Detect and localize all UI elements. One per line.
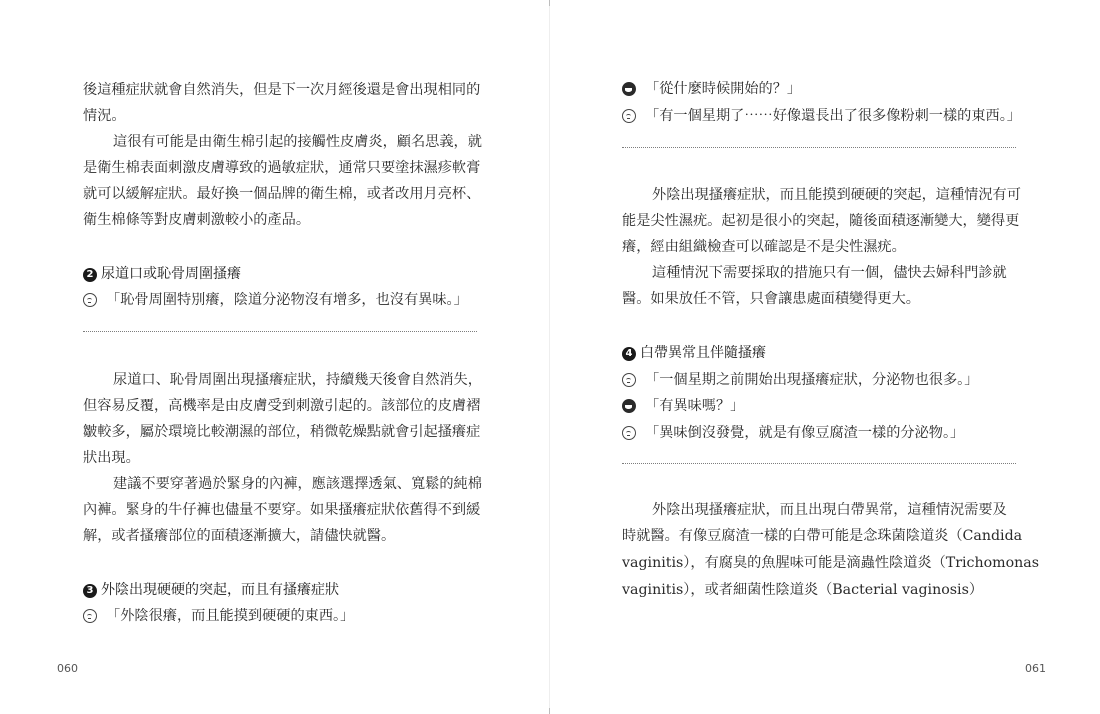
body-line: vaginitis），有腐臭的魚腥味可能是滴蟲性陰道炎（Trichomonas xyxy=(622,555,1040,571)
dialogue-text: 「從什麼時候開始的？」 xyxy=(645,81,802,97)
body-line: 這種情況下需要採取的措施只有一個，儘快去婦科門診就 xyxy=(652,265,1007,281)
body-line: 醫。如果放任不管，只會讓患處面積變得更大。 xyxy=(622,291,920,307)
section-heading-text: 外陰出現硬硬的突起，而且有搔癢症狀 xyxy=(101,582,339,598)
page-number: 060 xyxy=(57,662,78,675)
doctor-face-icon xyxy=(622,82,636,96)
doctor-face-icon xyxy=(622,399,636,413)
crop-mark-top xyxy=(549,0,550,6)
body-line: 內褲。緊身的牛仔褲也儘量不要穿。如果搔癢症狀依舊得不到緩 xyxy=(83,502,481,518)
dialogue-text: 「外陰很癢，而且能摸到硬硬的東西。」 xyxy=(106,608,355,624)
section-heading-3 xyxy=(83,580,339,600)
dotted-divider xyxy=(83,331,477,332)
body-line: 皺較多，屬於環境比較潮濕的部位，稍微乾燥點就會引起搔癢症 xyxy=(83,424,481,440)
patient-face-icon xyxy=(622,109,636,123)
body-line: 後這種症狀就會自然消失，但是下一次月經後還是會出現相同的 xyxy=(83,82,481,98)
body-line: 解，或者搔癢部位的面積逐漸擴大，請儘快就醫。 xyxy=(83,528,396,544)
section-number-badge: 3 xyxy=(83,584,97,598)
dialogue-line xyxy=(622,423,964,443)
dialogue-text: 「異味倒沒發覺，就是有像豆腐渣一樣的分泌物。」 xyxy=(645,425,965,441)
body-line: 是衛生棉表面刺激皮膚導致的過敏症狀，通常只要塗抹濕疹軟膏 xyxy=(83,160,481,176)
section-heading-text: 白帶異常且伴隨搔癢 xyxy=(640,345,766,361)
dialogue-line xyxy=(622,370,978,390)
dialogue-line xyxy=(83,606,354,626)
dialogue-text: 「有一個星期了⋯⋯好像還長出了很多像粉刺一樣的東西。」 xyxy=(645,108,1021,124)
patient-face-icon xyxy=(83,293,97,307)
body-line: 情況。 xyxy=(83,108,126,124)
book-spine xyxy=(549,0,550,714)
body-line: 這很有可能是由衛生棉引起的接觸性皮膚炎，顧名思義，就 xyxy=(113,134,482,150)
body-line: 狀出現。 xyxy=(83,450,140,466)
left-page xyxy=(0,0,549,714)
page-number: 061 xyxy=(1025,662,1046,675)
section-heading-4 xyxy=(622,343,766,363)
dialogue-text: 「一個星期之前開始出現搔癢症狀，分泌物也很多。」 xyxy=(645,372,979,388)
dialogue-line xyxy=(622,79,801,99)
dialogue-text: 「恥骨周圍特別癢，陰道分泌物沒有增多，也沒有異味。」 xyxy=(106,292,468,308)
body-line: 但容易反覆，高機率是由皮膚受到刺激引起的。該部位的皮膚褶 xyxy=(83,398,481,414)
section-number-badge: 4 xyxy=(622,347,636,361)
crop-mark-bottom xyxy=(549,708,550,714)
dialogue-text: 「有異味嗎？」 xyxy=(645,398,745,414)
dialogue-line xyxy=(622,396,744,416)
patient-face-icon xyxy=(83,609,97,623)
dotted-divider xyxy=(622,463,1016,464)
patient-face-icon xyxy=(622,426,636,440)
body-line: 就可以緩解症狀。最好換一個品牌的衛生棉，或者改用月亮杯、 xyxy=(83,186,481,202)
section-number-badge: 2 xyxy=(83,268,97,282)
body-line: vaginitis），或者細菌性陰道炎（Bacterial vaginosis） xyxy=(622,582,984,598)
body-line: 外陰出現搔癢症狀，而且出現白帶異常，這種情況需要及 xyxy=(652,502,1007,518)
dialogue-line xyxy=(622,106,1021,126)
body-line: 時就醫。有像豆腐渣一樣的白帶可能是念珠菌陰道炎（Candida xyxy=(622,528,1023,544)
dotted-divider xyxy=(622,147,1016,148)
body-line: 外陰出現搔癢症狀，而且能摸到硬硬的突起，這種情況有可 xyxy=(652,187,1021,203)
section-heading-2 xyxy=(83,264,241,284)
right-page xyxy=(551,0,1100,714)
body-line: 建議不要穿著過於緊身的內褲，應該選擇透氣、寬鬆的純棉 xyxy=(113,476,482,492)
body-line: 尿道口、恥骨周圍出現搔癢症狀，持續幾天後會自然消失， xyxy=(113,372,482,388)
patient-face-icon xyxy=(622,373,636,387)
body-line: 癢，經由組織檢查可以確認是不是尖性濕疣。 xyxy=(622,239,906,255)
body-line: 衛生棉條等對皮膚刺激較小的產品。 xyxy=(83,212,311,228)
body-line: 能是尖性濕疣。起初是很小的突起，隨後面積逐漸變大，變得更 xyxy=(622,213,1020,229)
section-heading-text: 尿道口或恥骨周圍搔癢 xyxy=(101,266,241,282)
dialogue-line xyxy=(83,290,468,310)
